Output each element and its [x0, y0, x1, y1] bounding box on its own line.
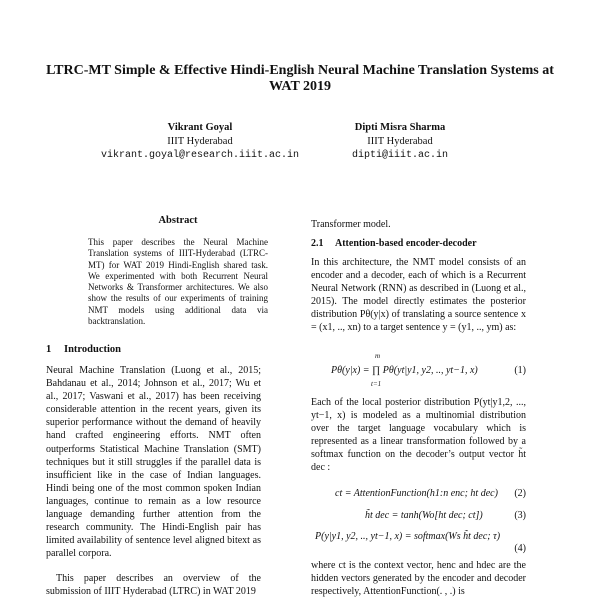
section-title: Introduction: [64, 344, 121, 355]
equation-4-body: P(y|y1, y2, .., yt−1, x) = softmax(Ws h̃t dec; τ): [315, 531, 501, 542]
equation-1-number: (1): [514, 365, 526, 376]
right-column-continuation: Transformer model.: [311, 219, 391, 230]
equation-4: [311, 531, 526, 557]
intro-heading: [46, 344, 121, 355]
subsection-number: 2.1: [311, 238, 324, 249]
attention-paragraph-2: Each of the local posterior distribution P(yt|y1,2, ..., yt−1, x) is modeled as a multinomial distribution over the target language vocabulary which is represented as a linear transformation followed by a softmax function on the decoder’s output vector h̃t dec :: [311, 397, 526, 474]
equation-1-body: Pθ(y|x) = ∏ Pθ(yt|y1, y2, .., yt−1, x): [331, 365, 478, 376]
author-affiliation: IIIT Hyderabad: [167, 136, 233, 147]
intro-paragraph-2: This paper describes an overview of the submission of IIIT Hyderabad (LTRC) in WAT 2019: [46, 573, 261, 598]
subsection-heading: [311, 238, 477, 249]
equation-2-number: (2): [514, 488, 526, 499]
equation-4-number: (4): [514, 543, 526, 554]
author-block-1: [70, 121, 330, 163]
author-block-2: [300, 121, 500, 163]
equation-3-body: h̃t dec = tanh(Wo[ht dec; ct]): [365, 510, 483, 521]
subsection-title: Attention-based encoder-decoder: [335, 238, 477, 249]
equation-1: [311, 352, 526, 390]
equation-2: [311, 488, 526, 502]
paper-title: LTRC-MT Simple & Effective Hindi-English Neural Machine Translation Systems at WAT 2019: [46, 63, 554, 94]
author-affiliation: IIIT Hyderabad: [367, 136, 433, 147]
equation-3-number: (3): [514, 510, 526, 521]
equation-1-product-upper: m: [375, 352, 381, 360]
intro-paragraph-1: Neural Machine Translation (Luong et al., 2015; Bahdanau et al., 2014; Johnson et al., 2017; Wu et al., 2017; Vaswani et al., 2017) has been receiving considerable attention in the recent years, given its superior performance without the demand of heavily hand crafted engineering efforts. NMT often outperforms Statistical Machine Translation (SMT) techniques but it still struggles if the parallel data is insufficient like in the case of Indian languages. Hindi being one of the most common spoken Indian languages, continue to remain as a low resource language demanding further attention from the research community. The Hindi-English pair has limited availability of sentence level aligned bitext as parallel corpora.: [46, 365, 261, 560]
equation-3: [311, 510, 526, 524]
section-number: 1: [46, 344, 52, 355]
attention-paragraph-1: In this architecture, the NMT model consists of an encoder and a decoder, each of which is a Recurrent Neural Network (RNN) as described in (Luong et al., 2015). The model directly estimates the posterior distribution Pθ(y|x) of translating a source sentence x = (x1, .., xn) to a target sentence y = (y1, .., ym) as:: [311, 257, 526, 334]
abstract-text: This paper describes the Neural Machine Translation systems of IIIT-Hyderabad (LTRC-MT) for WAT 2019 Hindi-English shared task. We experimented with both Recurrent Neural Networks & Transformer architectures. We also show the results of our experiments of training NMT models using additional data via backtranslation.: [88, 237, 268, 327]
equation-1-product-lower: t=1: [371, 380, 382, 388]
equation-2-body: ct = AttentionFunction(h1:n enc; ht dec): [335, 488, 498, 499]
abstract-heading: Abstract: [158, 215, 198, 226]
author-email: vikrant.goyal@research.iiit.ac.in: [100, 150, 300, 161]
author-email: dipti@iiit.ac.in: [351, 150, 448, 161]
attention-paragraph-3: where ct is the context vector, henc and hdec are the hidden vectors generated by the encoder and decoder respectively, AttentionFunction(. , .) is: [311, 560, 526, 598]
author-name: Vikrant Goyal: [167, 122, 233, 133]
author-name: Dipti Misra Sharma: [354, 122, 446, 133]
